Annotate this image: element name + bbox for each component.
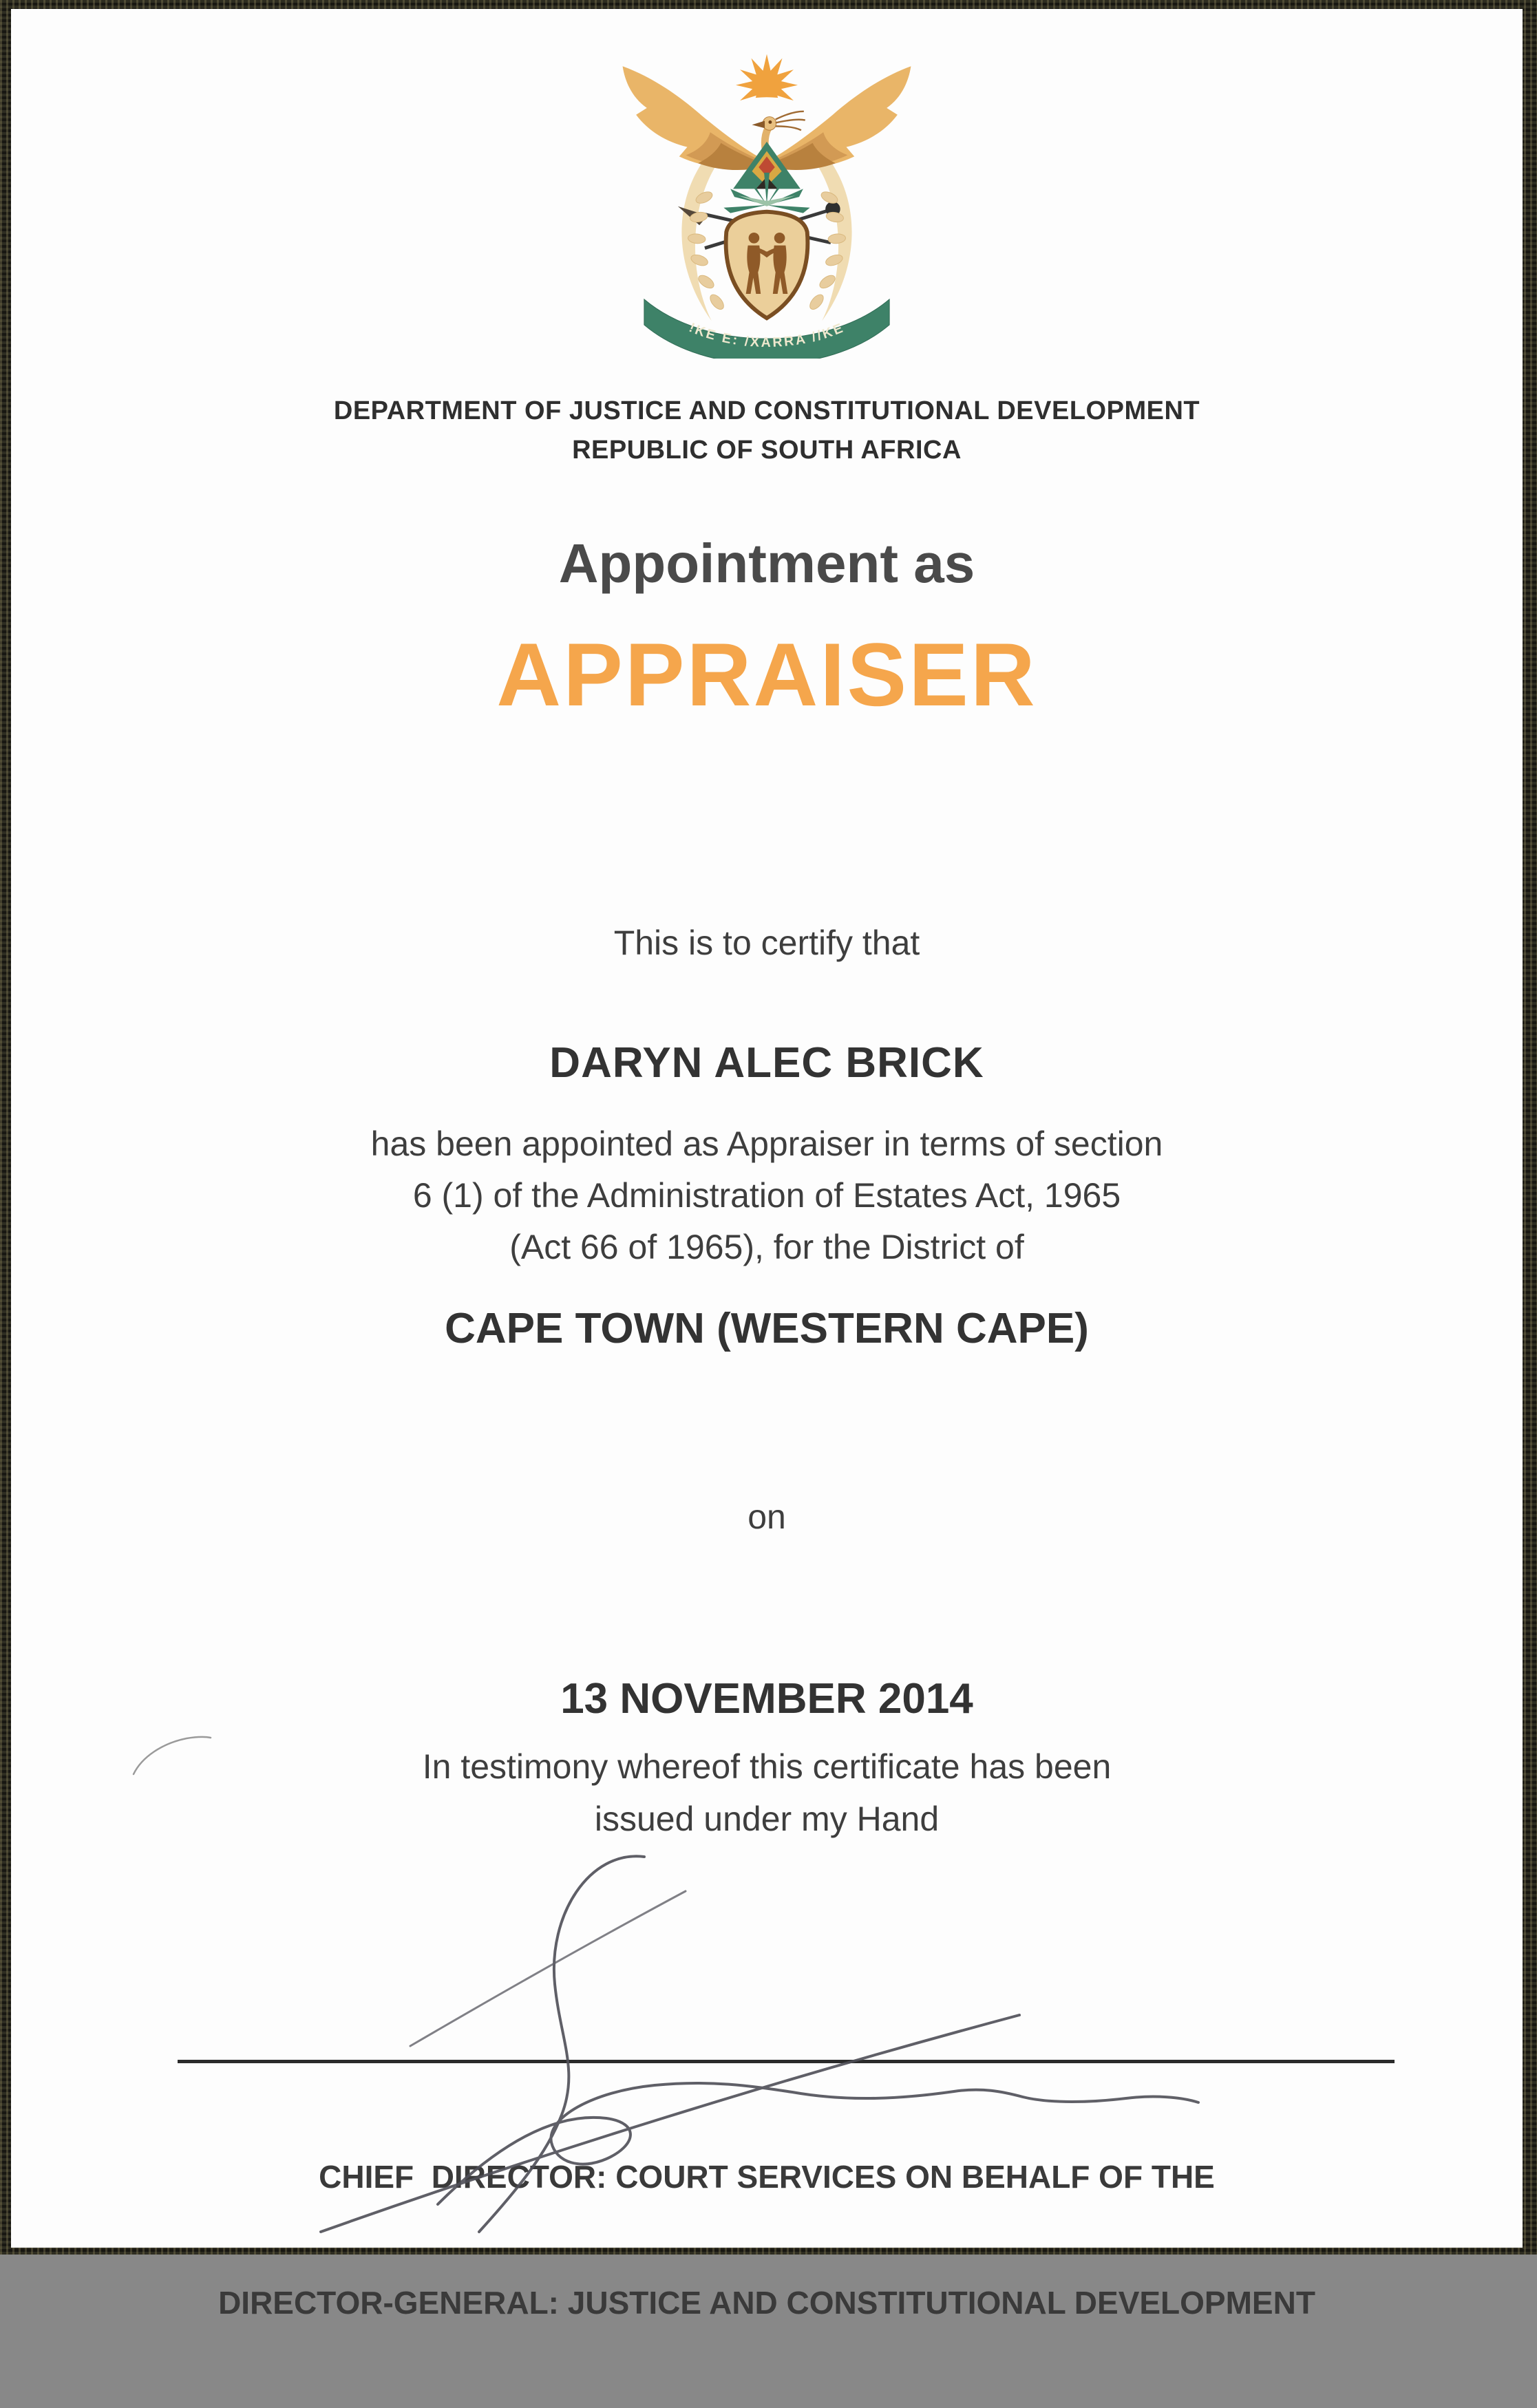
south-africa-coat-of-arms-icon xyxy=(595,42,939,359)
appointment-as-title: Appointment as xyxy=(558,533,975,594)
certify-line: This is to certify that xyxy=(613,924,920,962)
motto-text: !KE E: /XARRA //KE xyxy=(686,320,847,350)
appointee-name: DARYN ALEC BRICK xyxy=(549,1039,984,1087)
signatory-title-line: DIRECTOR-GENERAL: JUSTICE AND CONSTITUTIONAL DEVELOPMENT xyxy=(218,2285,1315,2321)
appointment-paragraph xyxy=(11,1118,1523,1273)
shield-icon xyxy=(726,212,808,319)
signatory-title-block xyxy=(11,2072,1523,2408)
signature-rule xyxy=(178,2060,1395,2063)
appointment-date: 13 NOVEMBER 2014 xyxy=(560,1675,973,1723)
testimony-line: In testimony whereof this certificate has been xyxy=(422,1747,1112,1786)
paragraph-line: 6 (1) of the Administration of Estates Act, 1965 xyxy=(412,1176,1121,1215)
header-block xyxy=(11,392,1523,470)
testimony-block xyxy=(11,1740,1523,1845)
district-name: CAPE TOWN (WESTERN CAPE) xyxy=(445,1305,1089,1352)
protea-leaves-icon xyxy=(723,173,809,213)
emblem-container xyxy=(11,42,1523,362)
role-title: APPRAISER xyxy=(496,624,1037,725)
on-word: on xyxy=(748,1498,786,1536)
department-title: DEPARTMENT OF JUSTICE AND CONSTITUTIONAL DEVELOPMENT xyxy=(333,396,1200,425)
certificate-sheet xyxy=(11,9,1523,2321)
paragraph-line: has been appointed as Appraiser in terms of section xyxy=(370,1125,1163,1163)
paragraph-line: (Act 66 of 1965), for the District of xyxy=(509,1228,1024,1266)
signatory-title-line: CHIEF DIRECTOR: COURT SERVICES ON BEHALF OF THE xyxy=(319,2159,1215,2195)
republic-title: REPUBLIC OF SOUTH AFRICA xyxy=(572,436,962,465)
testimony-line: issued under my Hand xyxy=(594,1800,940,1838)
